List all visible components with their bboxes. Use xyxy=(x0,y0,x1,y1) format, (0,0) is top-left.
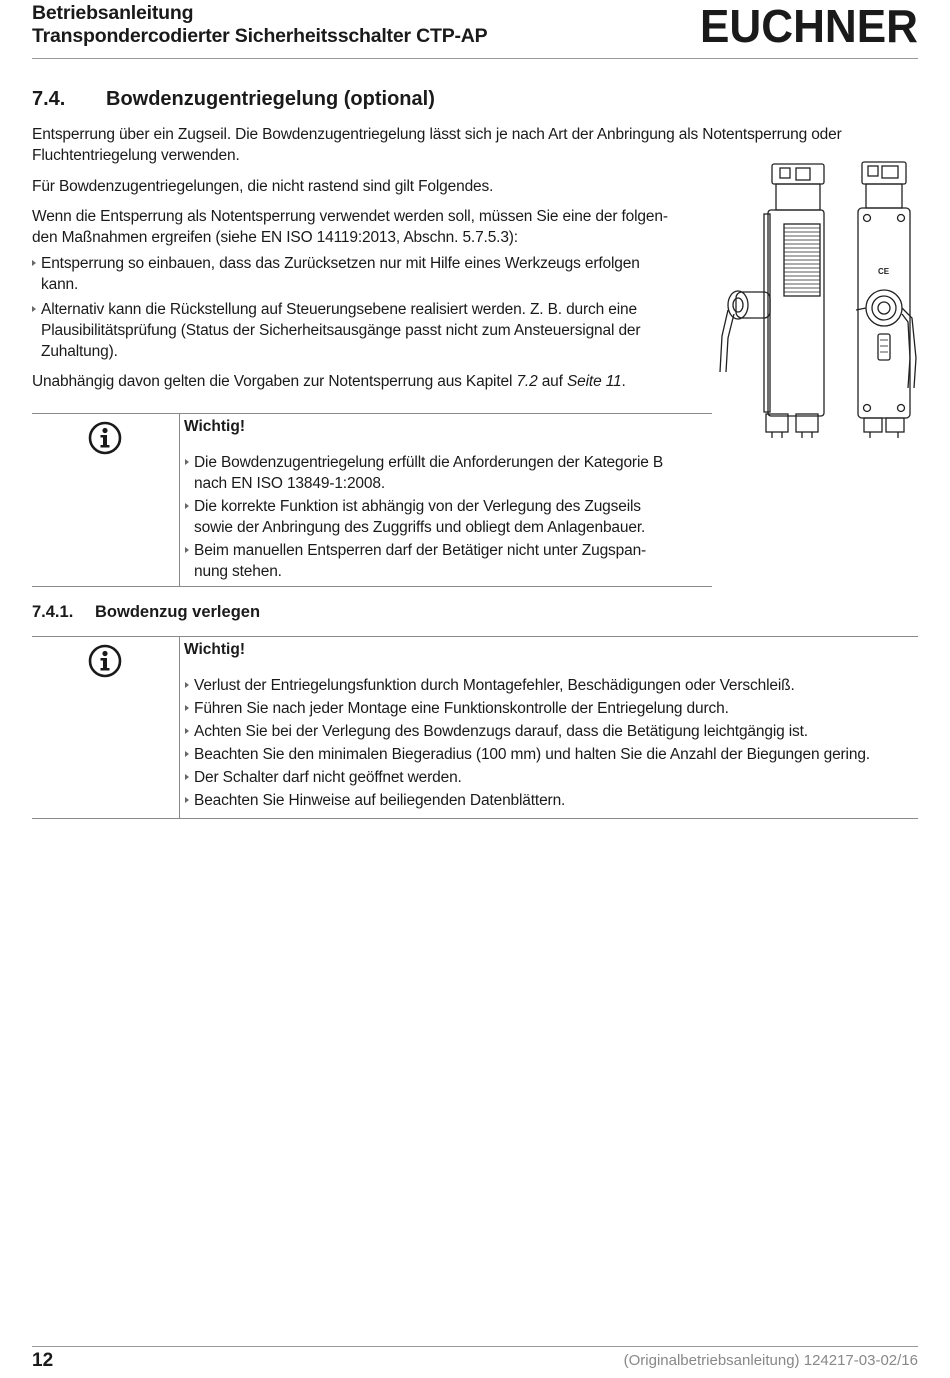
note-title: Wichtig! xyxy=(184,418,245,435)
info-icon xyxy=(88,644,122,678)
measures-line-2: den Maßnahmen ergreifen (siehe EN ISO 14119:2013, Abschn. 5.7.5.3): xyxy=(32,229,518,246)
list-item: Der Schalter darf nicht geöffnet werden. xyxy=(194,767,462,788)
list-item: Die korrekte Funktion ist abhängig von der Verlegung des Zugseils sowie der Anbringung des Zuggriffs und obliegt dem Anlagenbauer. xyxy=(194,496,645,538)
bullet-arrow-icon xyxy=(32,260,36,266)
euchner-logo xyxy=(700,4,918,46)
bullet-arrow-icon xyxy=(185,705,189,711)
subsection-title: Bowdenzug verlegen xyxy=(95,603,261,621)
list-item: Alternativ kann die Rückstellung auf Steuerungsebene realisiert werden. Z. B. durch eine Plausibilitätsprüfung (Status der Sicherheitsausgänge passt nicht zum Ansteuersignal der Zuhaltung). xyxy=(41,299,640,362)
list-item: Die Bowdenzugentriegelung erfüllt die Anforderungen der Kategorie B nach EN ISO 13849-1:2008. xyxy=(194,452,663,494)
header-divider xyxy=(32,58,918,59)
info-icon xyxy=(88,421,122,455)
bullet-arrow-icon xyxy=(185,503,189,509)
header-title-line-1: Betriebsanleitung xyxy=(32,2,194,24)
subsection-heading xyxy=(32,603,260,622)
note-divider xyxy=(179,637,180,818)
nonlatching-paragraph: Für Bowdenzugentriegelungen, die nicht rastend sind gilt Folgendes. xyxy=(32,178,494,195)
list-item: Verlust der Entriegelungsfunktion durch Montagefehler, Beschädigungen oder Verschleiß. xyxy=(194,675,795,696)
bullet-arrow-icon xyxy=(185,797,189,803)
section-title: Bowdenzugentriegelung (optional) xyxy=(106,88,435,110)
bullet-arrow-icon xyxy=(185,728,189,734)
header-title-line-2: Transpondercodierter Sicherheitsschalter CTP-AP xyxy=(32,25,488,47)
bullet-arrow-icon xyxy=(185,774,189,780)
bullet-arrow-icon xyxy=(185,547,189,553)
note-title: Wichtig! xyxy=(184,641,245,658)
document-reference: (Originalbetriebsanleitung) 124217-03-02/16 xyxy=(623,1352,918,1369)
bullet-arrow-icon xyxy=(185,459,189,465)
measures-paragraph xyxy=(32,206,668,248)
safety-switch-illustration xyxy=(716,158,922,440)
page-number: 12 xyxy=(32,1350,54,1371)
section-heading xyxy=(32,88,435,111)
list-item: Achten Sie bei der Verlegung des Bowdenzugs darauf, dass die Betätigung leichtgängig ist. xyxy=(194,721,808,742)
switch-front-view xyxy=(856,162,916,438)
list-item: Beachten Sie Hinweise auf beiliegenden Datenblättern. xyxy=(194,790,565,811)
subsection-number: 7.4.1. xyxy=(32,603,74,621)
list-item: Beachten Sie den minimalen Biegeradius (100 mm) und halten Sie die Anzahl der Biegungen gering. xyxy=(194,744,870,765)
note-divider xyxy=(179,414,180,586)
document-header-title xyxy=(32,2,488,48)
list-item: Entsperrung so einbauen, dass das Zurücksetzen nur mit Hilfe eines Werkzeugs erfolgen kann. xyxy=(41,253,640,295)
intro-line-1: Entsperrung über ein Zugseil. Die Bowdenzugentriegelung lässt sich je nach Art der Anbringung als Notentsperrung oder xyxy=(32,126,842,143)
logo-text: EUCHNER xyxy=(700,4,918,46)
important-note-box xyxy=(32,413,712,587)
regardless-paragraph: Unabhängig davon gelten die Vorgaben zur Notentsperrung aus Kapitel 7.2 auf Seite 11. xyxy=(32,373,626,390)
bullet-arrow-icon xyxy=(32,306,36,312)
switch-side-view xyxy=(720,164,824,438)
list-item: Beim manuellen Entsperren darf der Betätiger nicht unter Zugspan- nung stehen. xyxy=(194,540,646,582)
intro-line-2: Fluchtentriegelung verwenden. xyxy=(32,147,240,164)
measures-line-1: Wenn die Entsperrung als Notentsperrung verwendet werden soll, müssen Sie eine der folgen- xyxy=(32,208,668,225)
page-reference: Seite 11 xyxy=(566,373,622,390)
chapter-reference: 7.2 xyxy=(516,373,538,390)
important-note-box xyxy=(32,636,918,819)
list-item: Führen Sie nach jeder Montage eine Funktionskontrolle der Entriegelung durch. xyxy=(194,698,729,719)
bullet-arrow-icon xyxy=(185,682,189,688)
bullet-arrow-icon xyxy=(185,751,189,757)
ce-mark: CE xyxy=(878,267,890,276)
section-number: 7.4. xyxy=(32,88,66,110)
footer-divider xyxy=(32,1346,918,1347)
